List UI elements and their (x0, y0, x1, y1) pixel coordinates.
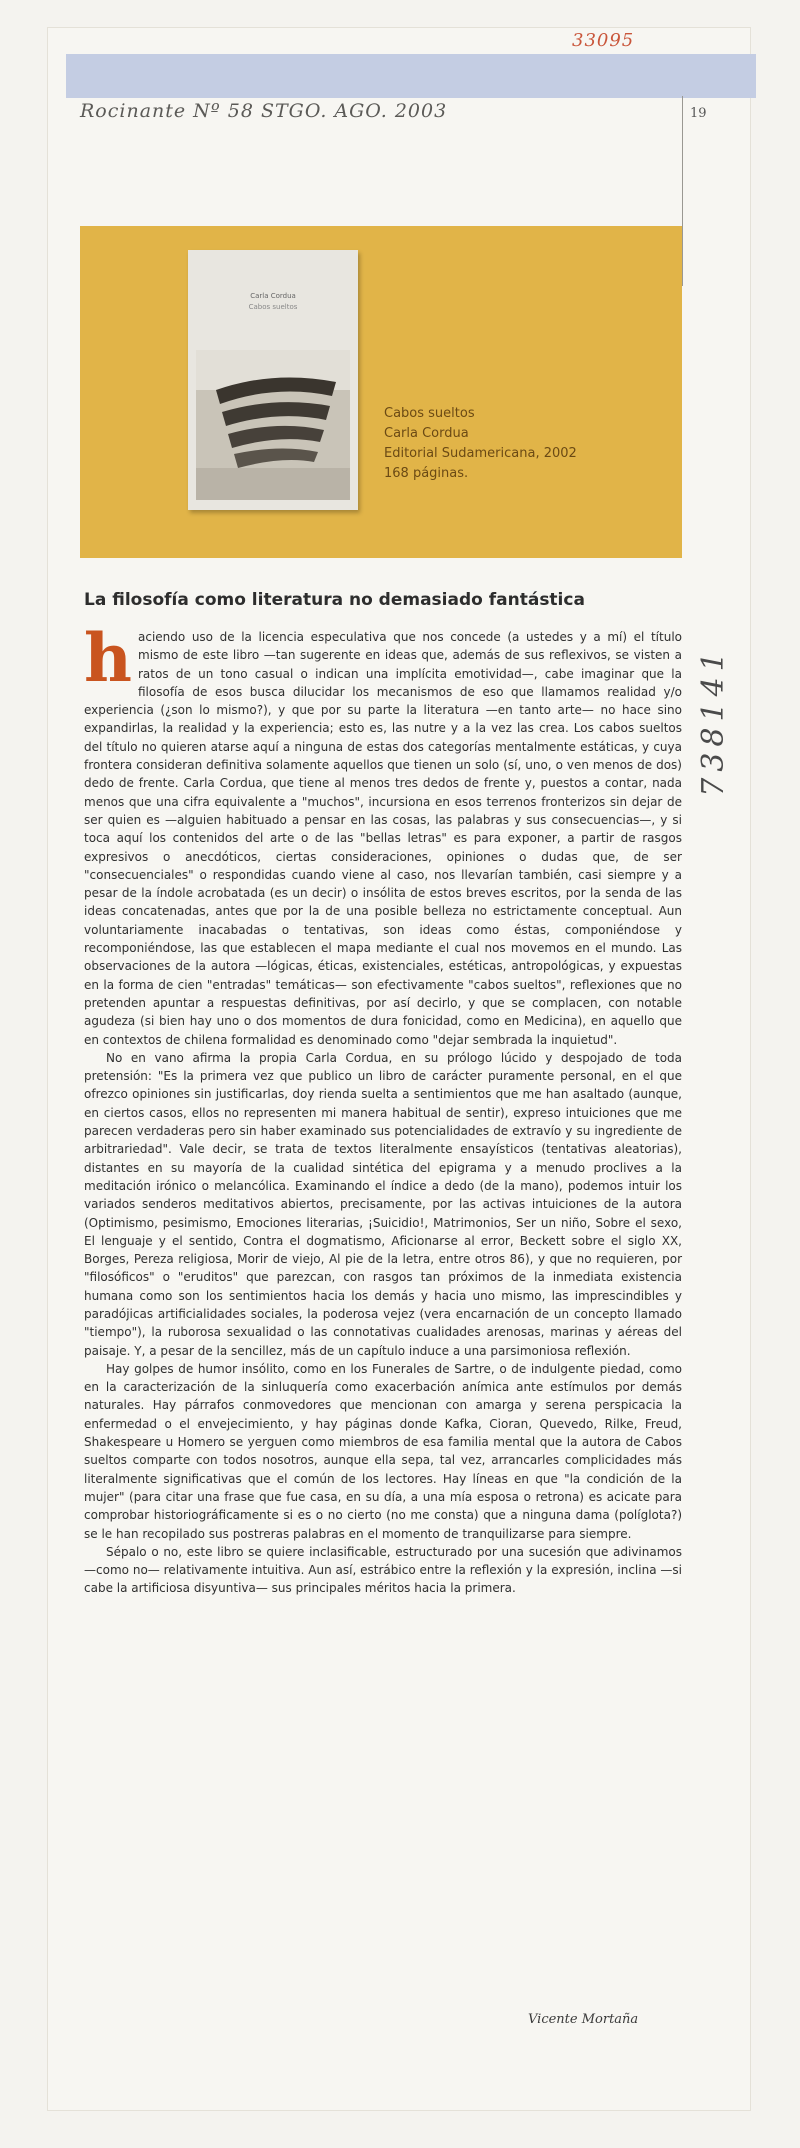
drop-cap: h (84, 619, 132, 697)
header-band (66, 54, 756, 98)
book-author: Carla Cordua (384, 426, 469, 441)
book-cover-author: Carla Cordua (250, 292, 296, 300)
author-signature: Vicente Mortaña (528, 2012, 639, 2027)
book-title: Cabos sueltos (384, 406, 475, 421)
side-number: 738141 (695, 646, 731, 797)
archive-number-annotation: 33095 (572, 30, 635, 51)
book-details (384, 404, 577, 484)
book-feature-box (80, 226, 682, 558)
book-cover-photo (196, 350, 350, 500)
article-paragraph: No en vano afirma la propia Carla Cordua, en su prólogo lúcido y despojado de toda pretensión: "Es la primera vez que publico un libro de carácter puramente personal, en el que ofrezco opiniones sin justificarlas, doy rienda suelta a sentimientos que me han asaltado (aunque, en ciertos casos, ellos no representen mi manera habitual de sentir), expreso intuiciones que me parecen verdaderas pero sin haber examinado sus potencialidades de extravío y su ingrediente de arbitrariedad". Vale decir, se trata de textos literalmente ensayísticos (tentativas aleatorias), distantes en su mayoría de la cualidad sintética del epigrama y a menudo proclives a la meditación irónico o melancólica. Examinando el índice a dedo (de la mano), podemos intuir los variados senderos meditativos abiertos, precisamente, por las activas intuiciones de la autora (Optimismo, pesimismo, Emociones literarias, ¡Suicidio!, Matrimonios, Ser un niño, Sobre el sexo, El lenguaje y el sentido, Contra el dogmatismo, Aficionarse al error, Beckett sobre el siglo XX, Borges, Pereza religiosa, Morir de viejo, Al pie de la letra, entre otros 86), y que no requieren, por "filosóficos" o "eruditos" que parezcan, con rasgos tan próximos de la inmediata existencia humana como son los sentimientos hacia los demás y hacia uno mismo, las imprescindibles y paradójicas artificialidades sociales, la poderosa vejez (vera encarnación de un concepto llamado "tiempo"), la ruborosa sexualidad o las connotativas cualidades arenosas, marinas y aéreas del paisaje. Y, a pesar de la sencillez, más de un capítulo induce a una parsimoniosa reflexión. (84, 1050, 682, 1358)
column-divider (682, 96, 683, 286)
article-paragraph: Sépalo o no, este libro se quiere inclasificable, estructurado por una sucesión que adivinamos —como no— relativamente intuitiva. Aun así, estrábico entre la reflexión y la expresión, inclina —si cabe la artificiosa disyuntiva— sus principales méritos hacia la primera. (84, 1544, 682, 1596)
article-headline: La filosofía como literatura no demasiado fantástica (84, 590, 585, 610)
source-annotation: Rocinante Nº 58 STGO. AGO. 2003 (80, 100, 448, 122)
page-number: 19 (690, 106, 707, 121)
article-body (84, 619, 682, 1598)
article-paragraph: haciendo uso de la licencia especulativa que nos concede (a ustedes y a mí) el título mismo de este libro —tan sugerente en ideas que, además de sus reflexivos, se visten a ratos de un tono casual o indican una implícita emotividad—, cabe imaginar que la filosofía de esos busca dilucidar los mecanismos de eso que llamamos realidad y/o experiencia (¿son lo mismo?), y que por su parte la literatura —en tanto arte— no hace sino expandirlas, la realidad y la experiencia; esto es, las nutre y a la vez las crea. Los cabos sueltos del título no quieren atarse aquí a ninguna de estas dos categorías mentalmente estáticas, y cuya frontera consideran definitiva solamente aquellos que tienen un solo (sí, uno, o ven menos de dos) dedo de frente. Carla Cordua, que tiene al menos tres dedos de frente y, puestos a contar, nada menos que una cifra equivalente a "muchos", incursiona en esos terrenos fronterizos sin dejar de ser quien es —alguien habituado a pensar en las cosas, las palabras y sus consecuencias—, y si toca aquí los contenidos del arte o de las "bellas letras" es para exponer, a partir de rasgos expresivos o anecdóticos, ciertas consideraciones, opiniones o dudas que, de ser "consecuenciales" o respondidas cuando viene al caso, nos llevarían también, casi siempre y a pesar de la índole acrobatada (es un decir) o insólita de estos breves escritos, por la senda de las ideas concatenadas, antes que por la de una posible belleza no estrictamente conceptual. Aun voluntariamente inacabadas o tentativas, son ideas como éstas, componiéndose y recomponiéndose, las que establecen el mapa mediante el cual nos movemos en el mundo. Las observaciones de la autora —lógicas, éticas, existenciales, estéticas, antropológicas, y expuestas en la forma de cien "entradas" temáticas— son efectivamente "cabos sueltos", reflexiones que no pretenden apuntar a respuestas definitivas, por así decirlo, y que se complacen, con notable agudeza (si bien hay uno o dos momentos de dura fonicidad, como en Medicina), en aquello que en contextos de chilena formalidad es denominado como "dejar sembrada la inquietud". (84, 619, 682, 1047)
article-paragraph: Hay golpes de humor insólito, como en los Funerales de Sartre, o de indulgente piedad, como en la caracterización de la sinluquería como exacerbación anímica ante estímulos por demás naturales. Hay párrafos conmovedores que mencionan con amarga y serena perspicacia la enfermedad o el envejecimiento, y hay páginas donde Kafka, Cioran, Quevedo, Rilke, Freud, Shakespeare u Homero se yerguen como miembros de esa familia mental que la autora de Cabos sueltos comparte con todos nosotros, aunque ella sepa, tal vez, arrancarles complicidades más literalmente significativas que el común de los lectores. Hay líneas en que "la condición de la mujer" (para citar una frase que fue casa, en su día, a una mía esposa o retrona) es acicate para comprobar historiográficamente si es o no cierto (no me consta) que a ninguna dama (políglota?) se le han recopilado sus postreras palabras en el momento de tranquilizarse para siempre. (84, 1361, 682, 1541)
side-annotation (695, 612, 750, 822)
book-cover (188, 250, 358, 510)
book-pages: 168 páginas. (384, 466, 469, 481)
book-cover-title: Cabos sueltos (248, 303, 298, 311)
book-publisher: Editorial Sudamericana, 2002 (384, 446, 577, 461)
